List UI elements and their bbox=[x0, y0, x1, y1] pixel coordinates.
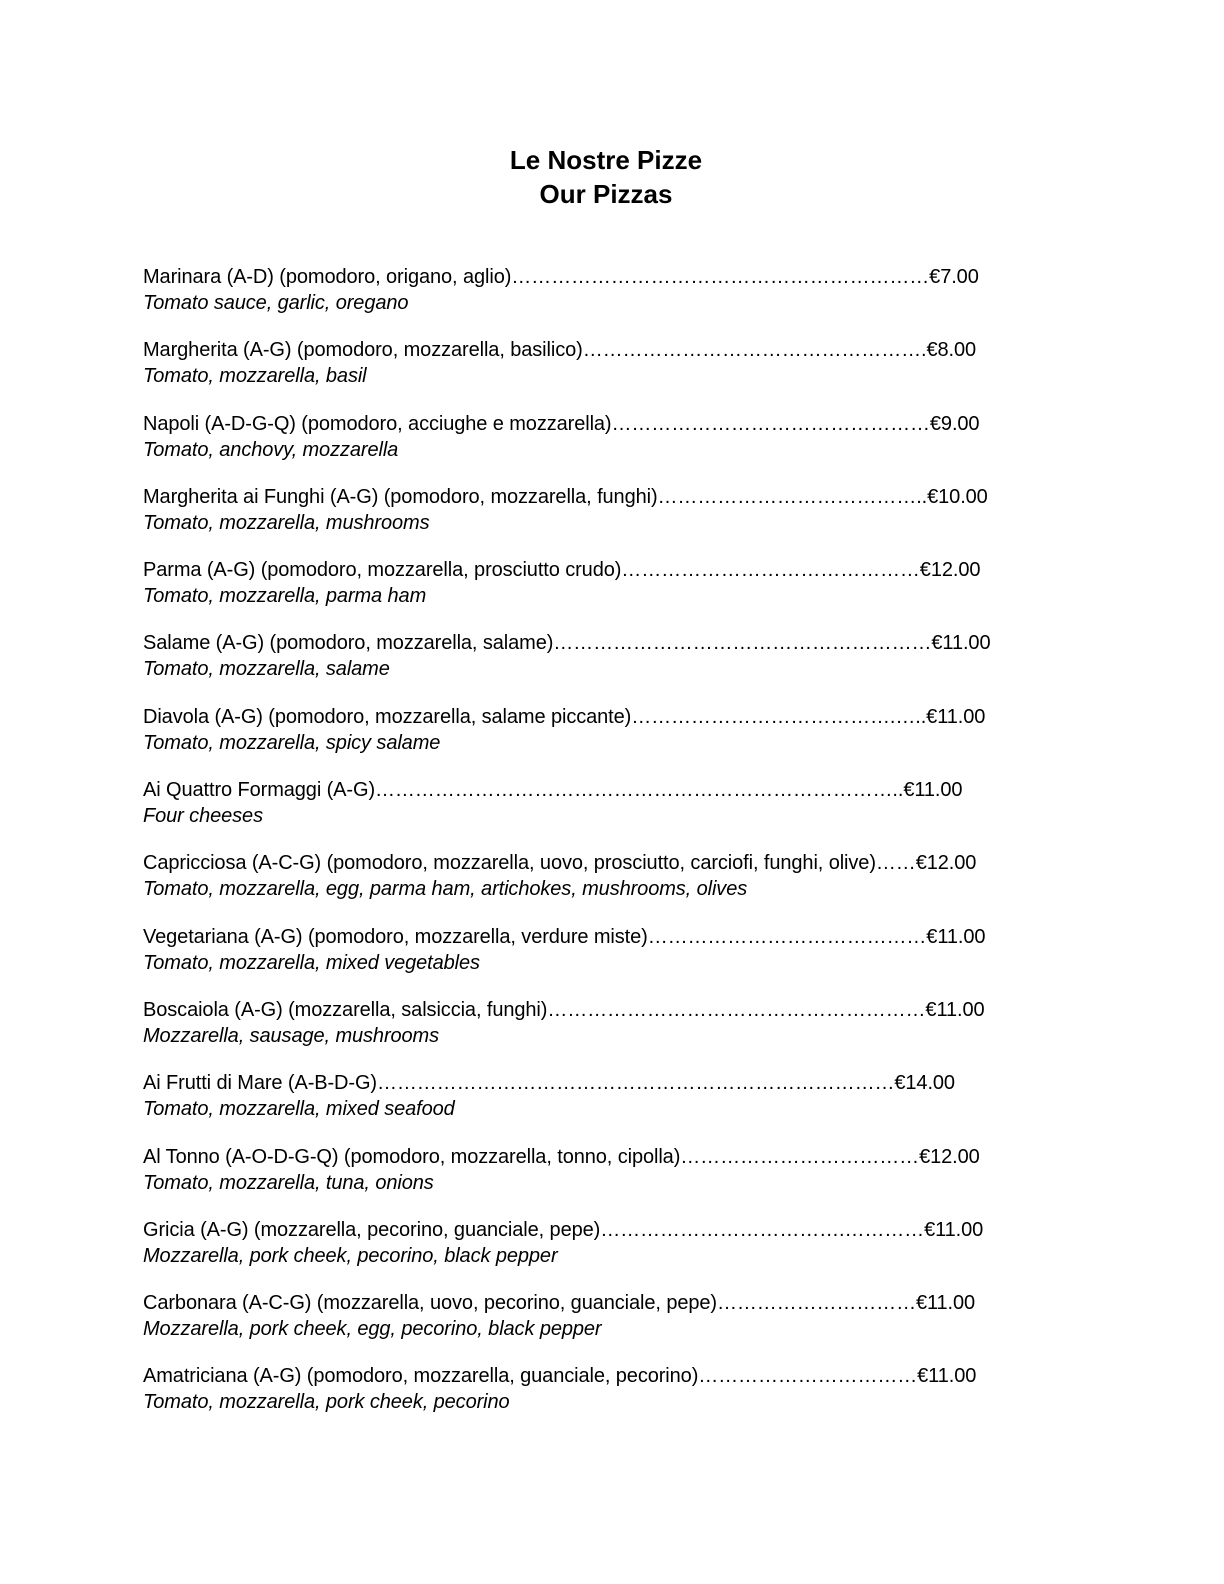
menu-item-line: Ai Quattro Formaggi (A-G)……………………………………………………………………..€11.00 bbox=[143, 779, 963, 802]
menu-item-line: Salame (A-G) (pomodoro, mozzarella, salame)…………………………………………………€11.00 bbox=[143, 632, 991, 655]
menu-item-description: Tomato, mozzarella, salame bbox=[143, 658, 390, 681]
menu-item-margherita-ai-funghi bbox=[143, 484, 1083, 557]
menu-item-line: Boscaiola (A-G) (mozzarella, salsiccia, funghi)…………………………………………………€11.00 bbox=[143, 998, 985, 1021]
menu-item-quattro-formaggi bbox=[143, 777, 1083, 850]
menu-item-line: Carbonara (A-C-G) (mozzarella, uovo, pecorino, guanciale, pepe)…………………………€11.00 bbox=[143, 1292, 976, 1315]
menu-item-line: Napoli (A-D-G-Q) (pomodoro, acciughe e mozzarella)…………………………………………€9.00 bbox=[143, 412, 980, 435]
menu-item-frutti-di-mare bbox=[143, 1070, 1083, 1143]
menu-item-gricia bbox=[143, 1217, 1083, 1290]
menu-item-line: Ai Frutti di Mare (A-B-D-G)……………………………………………………………………€14.00 bbox=[143, 1072, 955, 1095]
menu-item-description: Tomato sauce, garlic, oregano bbox=[143, 292, 409, 314]
menu-item-description: Tomato, mozzarella, tuna, onions bbox=[143, 1171, 434, 1194]
title-italian: Le Nostre Pizze bbox=[509, 145, 703, 175]
menu-item-description: Four cheeses bbox=[143, 805, 263, 828]
menu-item-line: Marinara (A-D) (pomodoro, origano, aglio)………………………………………………………€7.00 bbox=[143, 266, 979, 288]
menu-item-line: Diavola (A-G) (pomodoro, mozzarella, salame piccante)………………………………….…..€11.00 bbox=[143, 705, 986, 728]
menu-item-line: Capricciosa (A-C-G) (pomodoro, mozzarella, uovo, prosciutto, carciofi, funghi, olive)……€12.00 bbox=[143, 852, 977, 875]
menu-item-line: Parma (A-G) (pomodoro, mozzarella, prosciutto crudo)………………………………………€12.00 bbox=[143, 559, 981, 582]
menu-item-line: Vegetariana (A-G) (pomodoro, mozzarella, verdure miste)……………………………………€11.00 bbox=[143, 925, 986, 948]
menu-item-amatriciana bbox=[143, 1363, 1083, 1436]
menu-item-margherita bbox=[143, 337, 1083, 410]
menu-item-line: Margherita ai Funghi (A-G) (pomodoro, mozzarella, funghi)…………………………………..€10.00 bbox=[143, 485, 988, 508]
menu-item-description: Tomato, mozzarella, mixed vegetables bbox=[143, 951, 480, 974]
menu-item-description: Tomato, mozzarella, parma ham bbox=[143, 585, 427, 608]
menu-item-napoli bbox=[143, 411, 1083, 484]
page-title bbox=[0, 143, 1212, 211]
menu-item-salame bbox=[143, 630, 1083, 703]
menu-item-parma bbox=[143, 557, 1083, 630]
menu-item-line: Margherita (A-G) (pomodoro, mozzarella, basilico)…………………………………………….€8.00 bbox=[143, 339, 976, 362]
menu-item-line: Al Tonno (A-O-D-G-Q) (pomodoro, mozzarella, tonno, cipolla)………………………………€12.00 bbox=[143, 1145, 980, 1168]
menu-item-line: Gricia (A-G) (mozzarella, pecorino, guanciale, pepe)……………………………….…………€11.00 bbox=[143, 1218, 984, 1241]
menu-item-description: Mozzarella, sausage, mushrooms bbox=[143, 1024, 440, 1047]
menu-item-marinara bbox=[143, 264, 1083, 337]
menu-item-description: Tomato, mozzarella, pork cheek, pecorino bbox=[143, 1391, 510, 1414]
menu-item-description: Tomato, anchovy, mozzarella bbox=[143, 438, 399, 461]
menu-item-line: Amatriciana (A-G) (pomodoro, mozzarella, guanciale, pecorino)……………………………€11.00 bbox=[143, 1365, 977, 1388]
menu-item-description: Tomato, mozzarella, egg, parma ham, artichokes, mushrooms, olives bbox=[143, 878, 748, 901]
menu-item-description: Tomato, mozzarella, spicy salame bbox=[143, 731, 441, 754]
pizza-menu-list bbox=[143, 264, 1083, 1437]
menu-item-description: Tomato, mozzarella, mixed seafood bbox=[143, 1098, 455, 1121]
menu-item-carbonara bbox=[143, 1290, 1083, 1363]
menu-item-capricciosa bbox=[143, 850, 1083, 923]
title-english: Our Pizzas bbox=[539, 179, 673, 209]
menu-item-vegetariana bbox=[143, 924, 1083, 997]
menu-item-description: Mozzarella, pork cheek, pecorino, black pepper bbox=[143, 1244, 558, 1267]
menu-item-diavola bbox=[143, 704, 1083, 777]
menu-item-boscaiola bbox=[143, 997, 1083, 1070]
menu-item-al-tonno bbox=[143, 1144, 1083, 1217]
menu-item-description: Tomato, mozzarella, basil bbox=[143, 365, 367, 388]
menu-item-description: Mozzarella, pork cheek, egg, pecorino, black pepper bbox=[143, 1318, 602, 1341]
menu-item-description: Tomato, mozzarella, mushrooms bbox=[143, 511, 430, 534]
